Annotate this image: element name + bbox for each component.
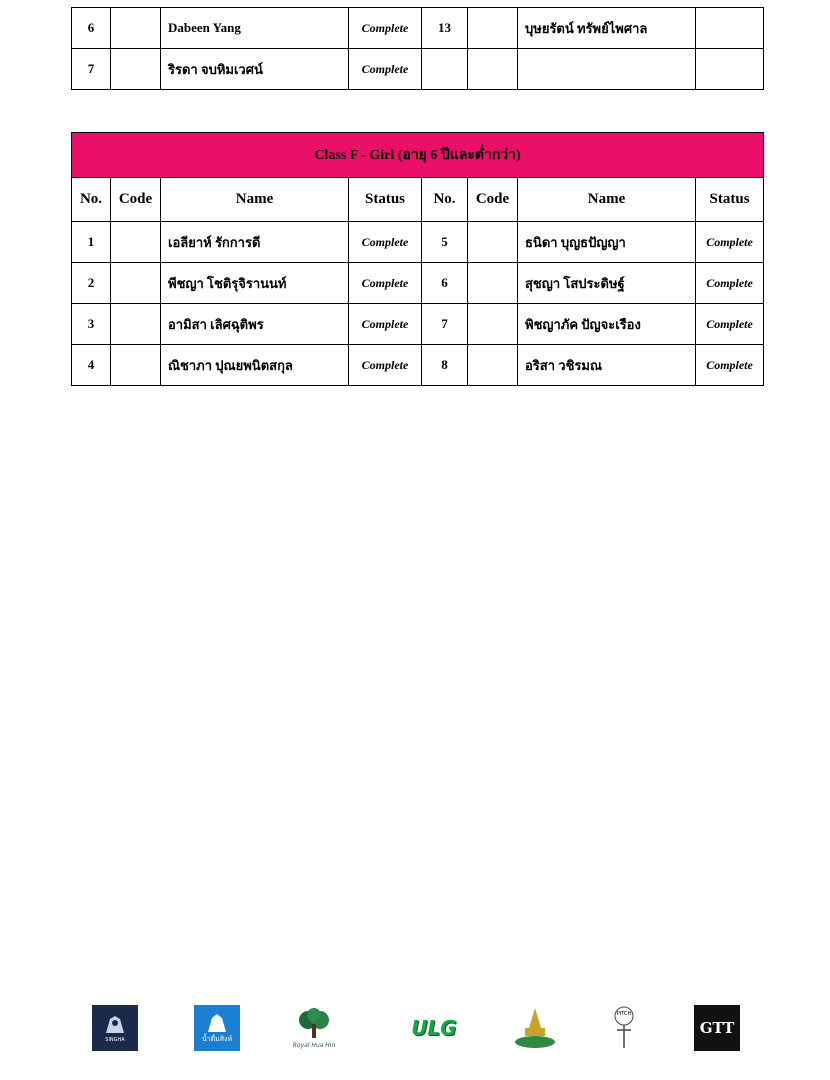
- temple-emblem-logo: [512, 1005, 558, 1051]
- col-header: No.: [72, 178, 111, 222]
- row-number: 6: [422, 263, 468, 304]
- row-number: 4: [72, 345, 111, 386]
- sponsor-logos: [0, 1005, 830, 1055]
- table-row: [72, 263, 764, 304]
- name-cell: [518, 49, 696, 90]
- code-cell: [468, 222, 518, 263]
- pitch-logo: PITCH: [610, 1005, 638, 1051]
- col-header: Code: [111, 178, 161, 222]
- class-f-girl-table: [71, 132, 764, 386]
- code-cell: [111, 345, 161, 386]
- code-cell: [111, 263, 161, 304]
- row-number: [422, 49, 468, 90]
- col-header: Name: [518, 178, 696, 222]
- name-cell: เอลียาห์ รักการดี: [161, 222, 349, 263]
- col-header: No.: [422, 178, 468, 222]
- code-cell: [111, 49, 161, 90]
- status-cell: Complete: [696, 304, 764, 345]
- col-header: Name: [161, 178, 349, 222]
- col-header: Status: [696, 178, 764, 222]
- row-number: 8: [422, 345, 468, 386]
- col-header: Status: [349, 178, 422, 222]
- status-cell: Complete: [349, 8, 422, 49]
- code-cell: [468, 49, 518, 90]
- status-cell: Complete: [349, 345, 422, 386]
- namsingh-logo: น้ำดื่มสิงห์: [194, 1005, 240, 1051]
- row-number: 7: [422, 304, 468, 345]
- code-cell: [468, 8, 518, 49]
- royal-hua-hin-logo: Royal Hua Hin: [292, 1005, 336, 1051]
- name-cell: อริสา วชิรมณ: [518, 345, 696, 386]
- table-row: [72, 304, 764, 345]
- table-row: [72, 8, 764, 49]
- row-number: 2: [72, 263, 111, 304]
- status-cell: Complete: [696, 222, 764, 263]
- name-cell: บุษยรัตน์ ทรัพย์ไพศาล: [518, 8, 696, 49]
- name-cell: อามิสา เลิศฉุติพร: [161, 304, 349, 345]
- row-number: 13: [422, 8, 468, 49]
- status-cell: [696, 8, 764, 49]
- name-cell: ณิชาภา ปุณยพนิตสกุล: [161, 345, 349, 386]
- name-cell: ริรดา จบหิมเวศน์: [161, 49, 349, 90]
- status-cell: Complete: [349, 49, 422, 90]
- header-row: [72, 178, 764, 222]
- table-row: [72, 345, 764, 386]
- table-row: [72, 222, 764, 263]
- code-cell: [111, 222, 161, 263]
- name-cell: Dabeen Yang: [161, 8, 349, 49]
- code-cell: [468, 345, 518, 386]
- singha-logo: SINGHA: [92, 1005, 138, 1051]
- status-cell: Complete: [696, 263, 764, 304]
- row-number: 5: [422, 222, 468, 263]
- status-cell: Complete: [349, 304, 422, 345]
- code-cell: [468, 263, 518, 304]
- row-number: 1: [72, 222, 111, 263]
- col-header: Code: [468, 178, 518, 222]
- class-f-banner: Class F - Girl (อายุ 6 ปีและต่ำกว่า): [72, 133, 764, 178]
- ulg-logo: ULG: [411, 1016, 457, 1040]
- name-cell: พิชญาภัค ปัญจะเรือง: [518, 304, 696, 345]
- name-cell: พีชญา โชติรุจิรานนท์: [161, 263, 349, 304]
- row-number: 6: [72, 8, 111, 49]
- row-number: 7: [72, 49, 111, 90]
- status-cell: Complete: [349, 222, 422, 263]
- gtt-logo: GTT: [694, 1005, 740, 1051]
- name-cell: สุชญา โสประดิษฐ์: [518, 263, 696, 304]
- status-cell: Complete: [349, 263, 422, 304]
- table-row: [72, 49, 764, 90]
- code-cell: [468, 304, 518, 345]
- code-cell: [111, 8, 161, 49]
- code-cell: [111, 304, 161, 345]
- row-number: 3: [72, 304, 111, 345]
- status-cell: Complete: [696, 345, 764, 386]
- status-cell: [696, 49, 764, 90]
- name-cell: ธนิดา บุญธปัญญา: [518, 222, 696, 263]
- top-results-table: [71, 7, 764, 90]
